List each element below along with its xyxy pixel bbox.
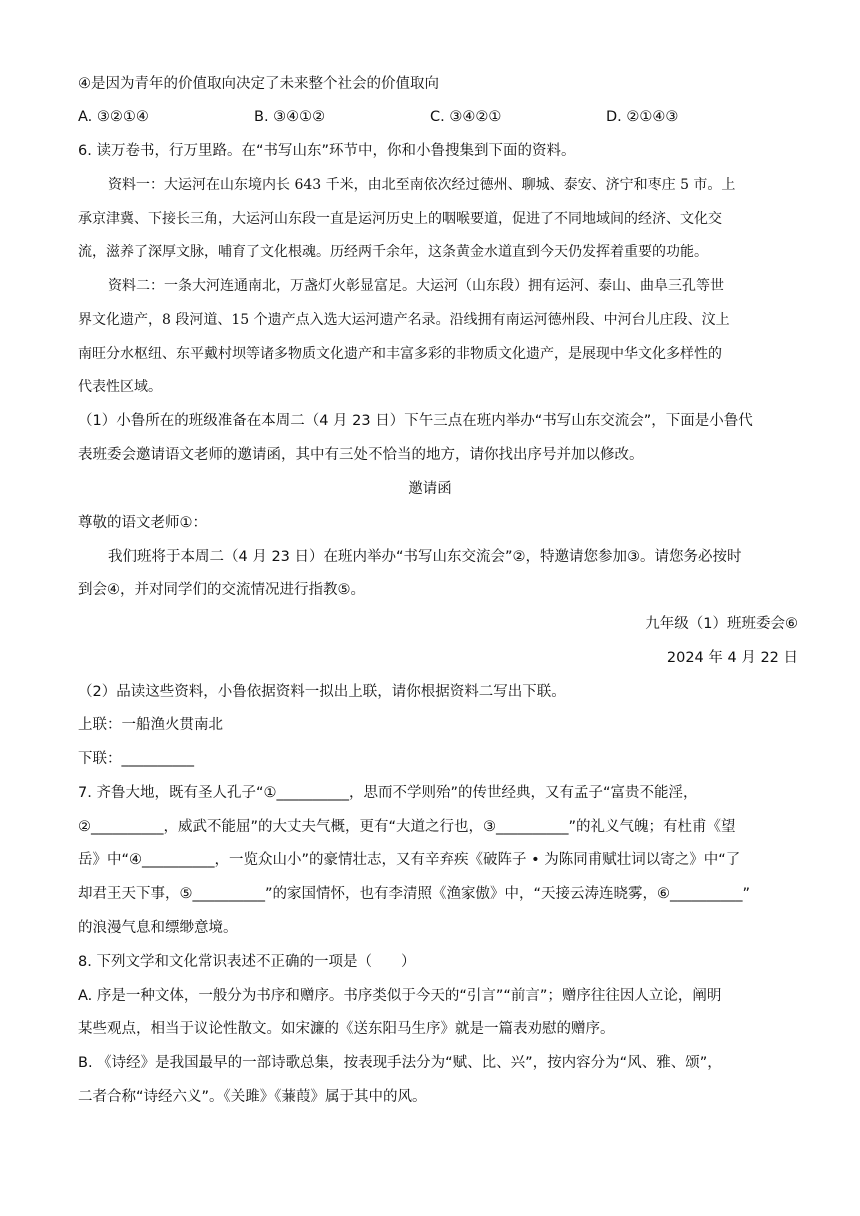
q5-option-a: A. ③②①④	[78, 109, 149, 125]
letter-body-line: 到会④，并对同学们的交流情况进行指教⑤。	[78, 582, 365, 598]
q6-material1-line: 资料一：大运河在山东境内长 643 千米，由北至南依次经过德州、聊城、泰安、济宁和枣庄 5 市。上	[108, 177, 736, 193]
q8-option-a-line: A. 序是一种文体，一般分为书序和赠序。书序类似于今天的“引言”“前言”；赠序往往因人立论，阐明	[78, 988, 722, 1004]
q5-option-d: D. ②①④③	[606, 109, 679, 125]
q5-option-b: B. ③④①②	[254, 109, 326, 125]
q5-item-4: ④是因为青年的价值取向决定了未来整个社会的价值取向	[78, 76, 439, 92]
q6-material2-line: 代表性区域。	[78, 379, 162, 395]
q8-stem: 8. 下列文学和文化常识表述不正确的一项是（ ）	[78, 954, 416, 970]
q8-option-b-line: B. 《诗经》是我国最早的一部诗歌总集，按表现手法分为“赋、比、兴”，按内容分为“风、雅、颂”，	[78, 1055, 722, 1071]
q6-material1-line: 流，滋养了深厚文脉，哺育了文化根魂。历经两千余年，这条黄金水道直到今天仍发挥着重要的功能。	[78, 244, 708, 260]
q5-option-c: C. ③④②①	[430, 109, 502, 125]
letter-title: 邀请函	[408, 481, 452, 497]
q7-line: 却君王天下事，⑤__________”的家国情怀，也有李清照《渔家傲》中，“天接云涛连晓雾，⑥__________”	[78, 886, 751, 902]
q6-sub2: （2）品读这些资料，小鲁依据资料一拟出上联，请你根据资料二写出下联。	[78, 684, 566, 700]
letter-signature: 九年级（1）班班委会⑥	[645, 616, 798, 632]
q7-line: 的浪漫气息和缥缈意境。	[78, 920, 238, 936]
letter-body-line: 我们班将于本周二（4 月 23 日）在班内举办“书写山东交流会”②，特邀请您参加③。请您务必按时	[108, 549, 742, 565]
q6-sub1-line: （1）小鲁所在的班级准备在本周二（4 月 23 日）下午三点在班内举办“书写山东交流会”，下面是小鲁代	[78, 413, 753, 429]
letter-salutation: 尊敬的语文老师①：	[78, 515, 207, 531]
couplet-upper: 上联：一船渔火贯南北	[78, 717, 223, 733]
q7-line: ②__________，威武不能屈”的大丈夫气概，更有“大道之行也，③__________”的礼义气魄；有杜甫《望	[78, 819, 736, 835]
q6-material2-line: 资料二：一条大河连通南北，万盏灯火彰显富足。大运河（山东段）拥有运河、泰山、曲阜三孔等世	[108, 278, 724, 294]
q7-line: 岳》中“④__________，一览众山小”的豪情壮志，又有辛弃疾《破阵子 • 为陈同甫赋壮词以寄之》中“了	[78, 852, 741, 868]
q6-material2-line: 界文化遗产，8 段河道、15 个遗产点入选大运河遗产名录。沿线拥有南运河德州段、中河台儿庄段、汶上	[78, 312, 730, 328]
couplet-lower: 下联：__________	[78, 751, 194, 767]
q8-option-b-line: 二者合称“诗经六义”。《关雎》《蒹葭》属于其中的风。	[78, 1089, 427, 1105]
q6-sub1-line: 表班委会邀请语文老师的邀请函，其中有三处不恰当的地方，请你找出序号并加以修改。	[78, 447, 644, 463]
q6-stem: 6. 读万卷书，行万里路。在“书写山东”环节中，你和小鲁搜集到下面的资料。	[78, 143, 576, 159]
q6-material2-line: 南旺分水枢纽、东平戴村坝等诸多物质文化遗产和丰富多彩的非物质文化遗产，是展现中华文化多样性的	[78, 346, 722, 362]
letter-date: 2024 年 4 月 22 日	[666, 650, 798, 666]
q6-material1-line: 承京津冀、下接长三角，大运河山东段一直是运河历史上的咽喉要道，促进了不同地域间的经济、文化交	[78, 211, 722, 227]
q7-line: 7. 齐鲁大地，既有圣人孔子“①__________，思而不学则殆”的传世经典，又有孟子“富贵不能淫，	[78, 785, 698, 801]
q8-option-a-line: 某些观点，相当于议论性散文。如宋濂的《送东阳马生序》就是一篇表劝慰的赠序。	[78, 1021, 615, 1037]
